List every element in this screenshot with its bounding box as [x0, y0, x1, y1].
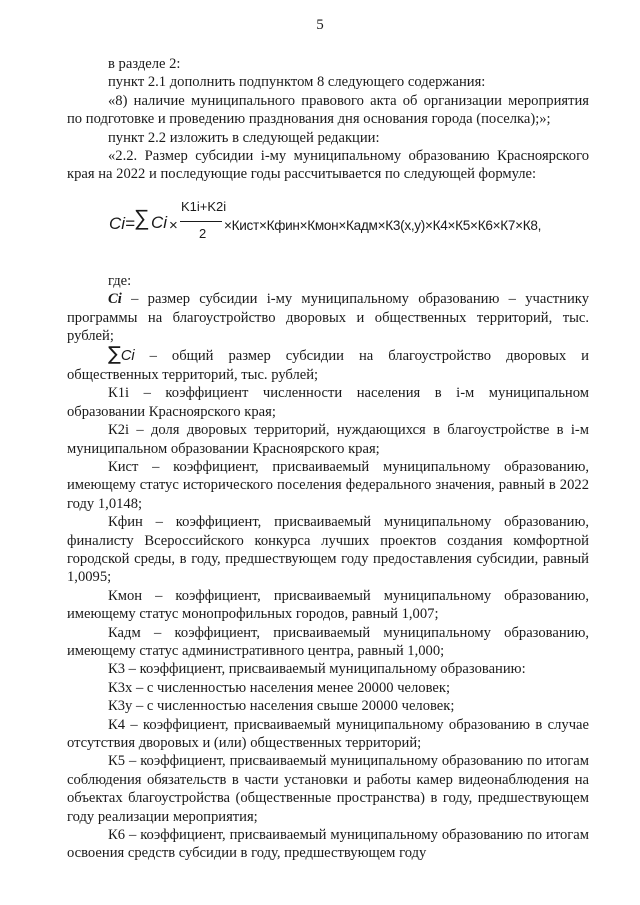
ci-symbol: Ci [108, 291, 122, 308]
document-body [67, 55, 589, 863]
fraction-bar [180, 221, 222, 222]
where-label: где: [108, 272, 132, 289]
formula-lhs: Ci= [109, 213, 135, 233]
definition-ci [67, 290, 589, 345]
formula-denominator: 2 [199, 225, 207, 241]
definition-kmon: Кмон – коэффициент, присваиваемый муниципальному образованию, имеющему статус монопрофильных городов, равный 1,007; [67, 587, 589, 623]
definition-kist: Кист – коэффициент, присваиваемый муниципальному образованию, имеющему статус исторического поселения федерального значения, равный в 2022 году 1,0148; [67, 458, 589, 512]
formula-sigma: ∑ [134, 204, 150, 230]
definition-k3y: К3у – с численностью населения свыше 20000 человек; [108, 698, 455, 715]
formula-numerator: K1i+K2i [181, 198, 227, 214]
paragraph-item-2-1: пункт 2.1 дополнить подпунктом 8 следующего содержания: [108, 74, 486, 91]
sum-ci-symbol: Ci [120, 348, 135, 365]
definition-k2: К2i – доля дворовых территорий, нуждающихся в благоустройстве в i-м муниципальном образовании Красноярского края; [67, 422, 589, 457]
ci-definition-text: – размер субсидии i-му муниципальному образованию – участнику программы на благоустройство дворовых и общественных территорий, тыс. рублей; [67, 291, 589, 345]
paragraph-subitem-8: «8) наличие муниципального правового акта об организации мероприятия по подготовке и проведению празднования дня основания города (поселка);»; [67, 92, 589, 128]
definition-k1: К1i – коэффициент численности населения в i-м муниципальном образовании Красноярского края; [67, 385, 589, 420]
formula-ci: Ci [151, 212, 168, 232]
sum-definition-text: – общий размер субсидии на благоустройство дворовых и общественных территорий, тыс. рублей; [67, 348, 589, 383]
formula-times: × [169, 216, 178, 234]
page-number: 5 [316, 17, 324, 33]
definition-k3x: К3х – с численностью населения менее 20000 человек; [108, 679, 451, 696]
definition-k3: К3 – коэффициент, присваиваемый муниципальному образованию: [108, 661, 526, 678]
definition-kfin: Кфин – коэффициент, присваиваемый муниципальному образованию, финалисту Всероссийского конкурса лучших проектов создания комфортной городской среды, в году, предшествующем году предоставления субсидии, равный 1,0095; [67, 514, 589, 586]
definition-kadm: Кадм – коэффициент, присваиваемый муниципальному образованию, имеющему статус административного центра, равный 1,000; [67, 624, 589, 659]
sum-symbol: ∑ [108, 343, 121, 366]
paragraph-item-2-2: пункт 2.2 изложить в следующей редакции: [108, 129, 380, 146]
formula-coefficients: ×Кист×Кфин×Кмон×Кадм×К3(x,y)×К4×К5×К6×К7×К8, [224, 217, 542, 233]
definition-k6: К6 – коэффициент, присваиваемый муниципальному образованию по итогам освоения средств субсидии в году, предшествующем году [67, 827, 589, 862]
definition-k4: К4 – коэффициент, присваиваемый муниципальному образованию в случае отсутствия дворовых и (или) общественных территорий; [67, 716, 589, 751]
definition-k5: К5 – коэффициент, присваиваемый муниципальному образованию по итогам соблюдения обязательств в части установки и работы камер видеонаблюдения на объектах благоустройства (общественные пространства) в году, предшествующем году реализации мероприятия; [67, 753, 589, 825]
paragraph-2-2-text: «2.2. Размер субсидии i-му муниципальному образованию Красноярского края на 2022 и последующие годы рассчитывается по следующей формуле: [67, 148, 589, 183]
paragraph-section: в разделе 2: [108, 56, 181, 72]
definition-sum-ci [67, 345, 589, 384]
subsidy-formula [67, 198, 589, 256]
